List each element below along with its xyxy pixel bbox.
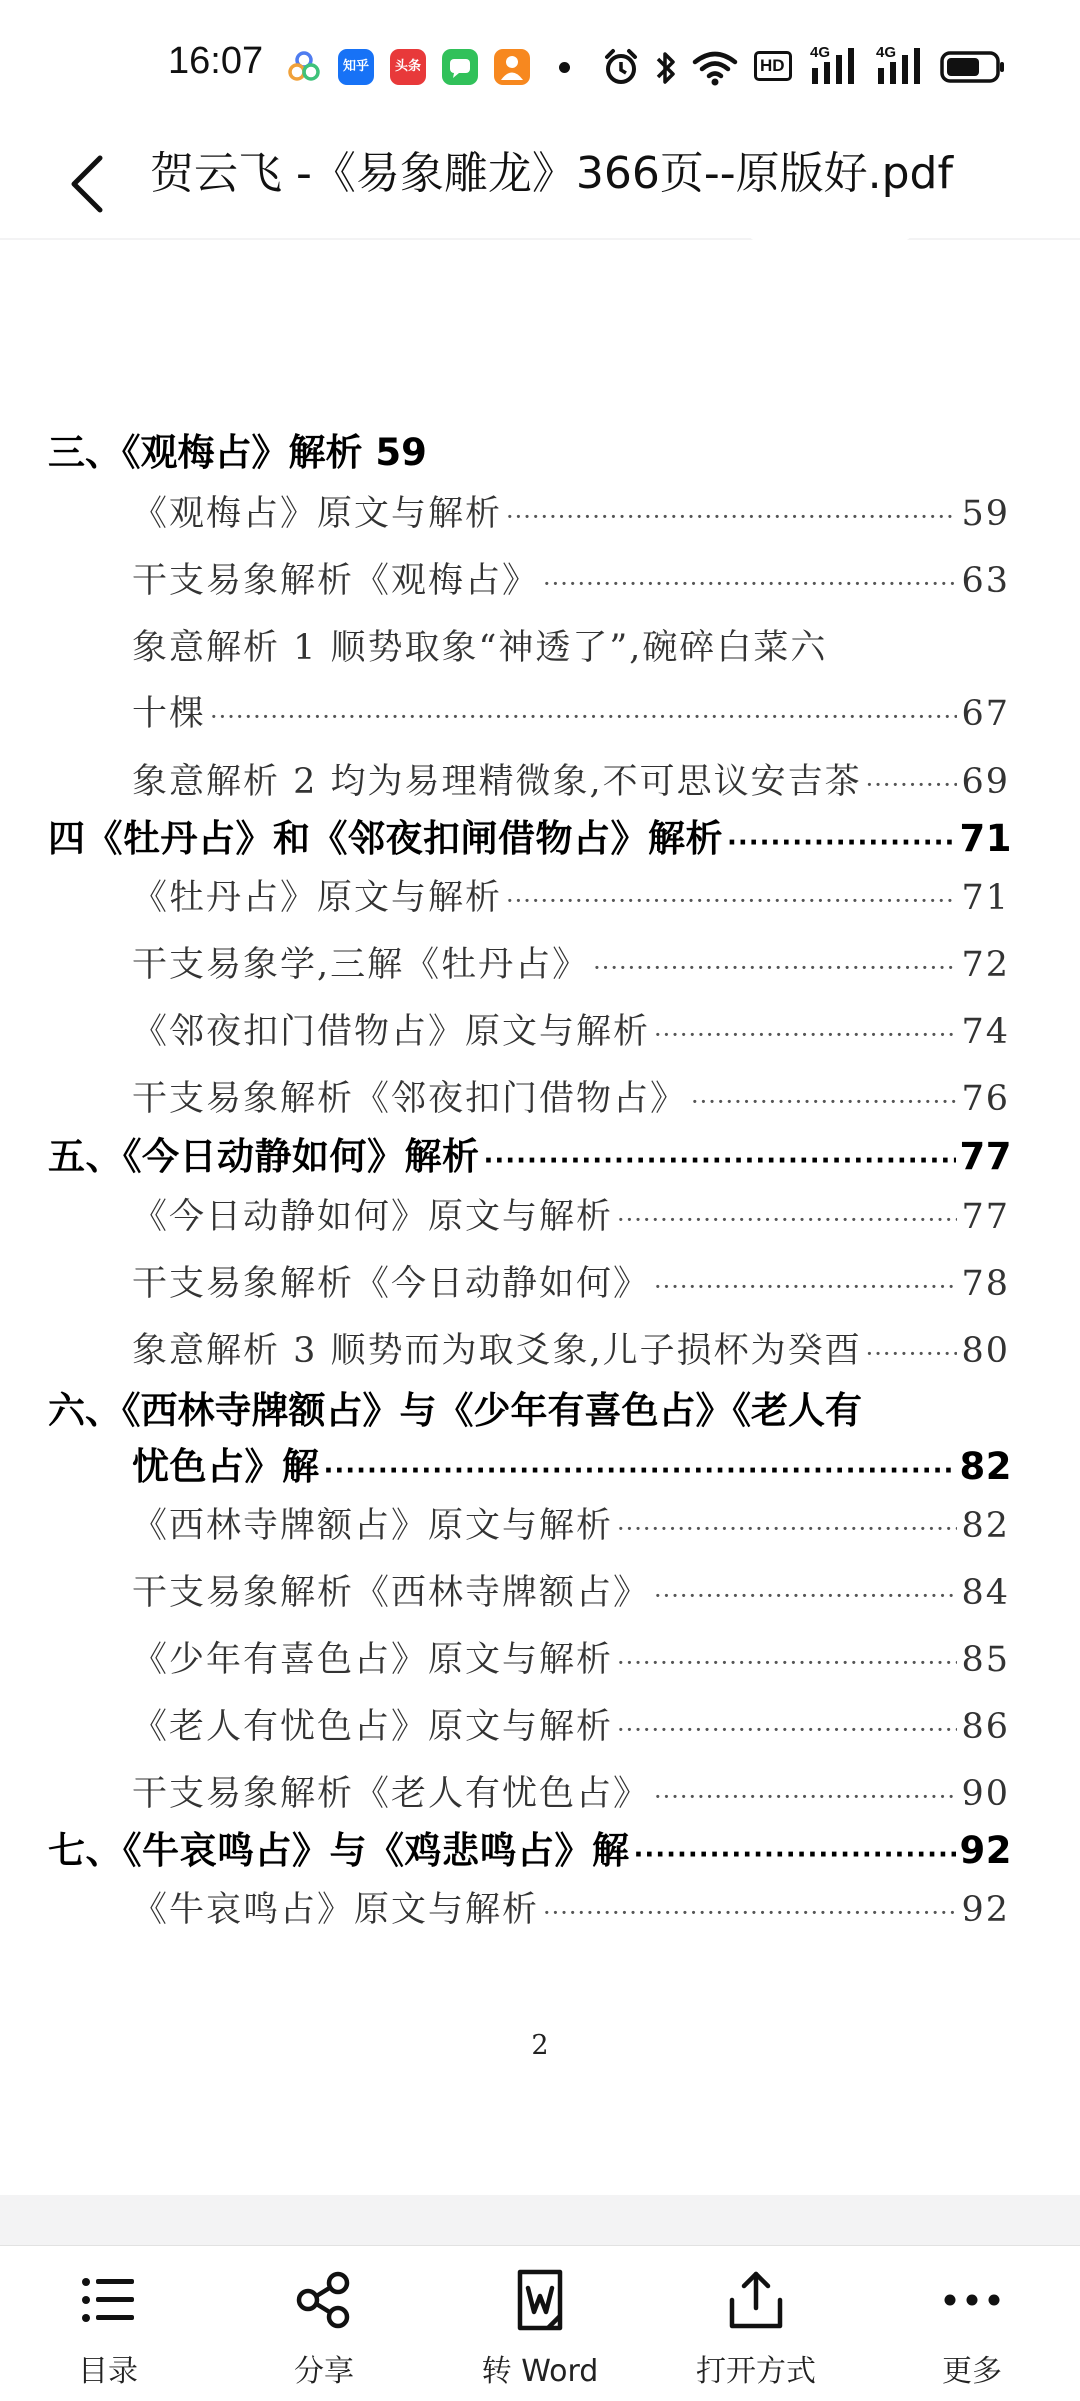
toc-entry-page: 71 xyxy=(961,878,1010,918)
toc-heading xyxy=(48,422,427,476)
toc-leader xyxy=(617,1206,957,1234)
toc-heading-label: 五、《今日动静如何》解析 xyxy=(48,1135,480,1178)
status-bar xyxy=(0,0,1080,130)
toc-entry-label: 象意解析 2 均为易理精微象,不可思议安吉茶 xyxy=(132,762,862,802)
toc-entry-label: 干支易象解析《今日动静如何》 xyxy=(132,1264,651,1304)
toc-entry-page: 72 xyxy=(961,945,1010,985)
toc-entry-label: 《西林寺牌额占》原文与解析 xyxy=(132,1506,614,1546)
toc-leader xyxy=(654,1582,957,1610)
toc-entry[interactable] xyxy=(132,870,1010,920)
wifi-icon xyxy=(692,48,738,88)
toc-heading-page: 77 xyxy=(959,1135,1012,1178)
toc-leader xyxy=(324,1456,956,1486)
back-icon[interactable] xyxy=(64,144,114,224)
toc-leader xyxy=(654,1273,957,1301)
more-button-label: 更多 xyxy=(942,2354,1002,2389)
toc-entry[interactable] xyxy=(132,1565,1010,1615)
toc-entry[interactable] xyxy=(132,686,1010,736)
zhihu-icon: 知乎 xyxy=(338,49,374,85)
toc-entry-label: 《今日动静如何》原文与解析 xyxy=(132,1197,614,1237)
toc-heading-wrap[interactable] xyxy=(48,1380,862,1434)
toc-entry-label: 干支易象解析《观梅占》 xyxy=(132,561,540,601)
pdf-page[interactable] xyxy=(0,240,1080,2195)
toc-entry-page: 76 xyxy=(961,1079,1010,1119)
toc-heading[interactable] xyxy=(48,1820,1012,1874)
toc-leader xyxy=(543,570,957,598)
signal-2-label: 4G xyxy=(876,44,897,61)
signal-1-label: 4G xyxy=(810,44,831,61)
list-icon xyxy=(76,2268,140,2332)
toc-entry-page: 74 xyxy=(961,1012,1010,1052)
toc-entry[interactable] xyxy=(132,1323,1010,1373)
toc-entry-page: 90 xyxy=(961,1774,1010,1814)
toc-entry-page: 92 xyxy=(961,1890,1010,1930)
toc-entry-label: 象意解析 1 顺势取象“神透了”,碗碎白菜六 xyxy=(132,628,828,668)
toc-entry-label: 干支易象解析《老人有忧色占》 xyxy=(132,1774,651,1814)
toc-button-label: 目录 xyxy=(78,2354,138,2389)
share-button-label: 分享 xyxy=(294,2354,354,2389)
toc-entry-label: 干支易象解析《西林寺牌额占》 xyxy=(132,1573,651,1613)
open-with-icon xyxy=(724,2268,788,2332)
toc-leader xyxy=(654,1021,957,1049)
toc-leader xyxy=(593,954,957,982)
toc-heading-page: 92 xyxy=(959,1829,1012,1872)
toc-entry[interactable] xyxy=(132,1766,1010,1816)
share-icon xyxy=(292,2268,356,2332)
toc-entry[interactable] xyxy=(132,937,1010,987)
toc-entry-page: 84 xyxy=(961,1573,1010,1613)
toc-entry[interactable] xyxy=(132,1498,1010,1548)
toc-leader xyxy=(727,828,956,858)
toc-heading-label: 忧色占》解 xyxy=(132,1445,320,1488)
toc-leader xyxy=(506,503,957,531)
toc-leader xyxy=(866,771,958,799)
app-header xyxy=(0,130,1080,238)
toc-button[interactable] xyxy=(0,2246,216,2401)
toc-leader xyxy=(484,1146,956,1176)
toc-leader xyxy=(866,1340,958,1368)
toc-entry-label: 《牡丹占》原文与解析 xyxy=(132,878,503,918)
toc-entry-label: 《观梅占》原文与解析 xyxy=(132,494,503,534)
cell-signal-1-icon xyxy=(810,44,868,88)
toc-entry[interactable] xyxy=(132,1189,1010,1239)
more-icon xyxy=(940,2268,1004,2332)
notification-dot xyxy=(559,62,570,73)
toc-entry-page: 85 xyxy=(961,1640,1010,1680)
toc-heading-page: 71 xyxy=(959,817,1012,860)
share-button[interactable] xyxy=(216,2246,432,2401)
toc-entry-page: 63 xyxy=(961,561,1010,601)
toc-entry-label: 十棵 xyxy=(132,694,207,734)
toc-entry[interactable] xyxy=(132,1699,1010,1749)
toc-entry-label: 象意解析 3 顺势而为取爻象,儿子损杯为癸酉 xyxy=(132,1331,862,1371)
toc-leader xyxy=(634,1840,956,1870)
toc-heading-page: 82 xyxy=(959,1445,1012,1488)
toc-entry-page: 69 xyxy=(961,762,1010,802)
toc-entry-page: 86 xyxy=(961,1707,1010,1747)
toc-entry-label: 干支易象解析《邻夜扣门借物占》 xyxy=(132,1079,688,1119)
toc-leader xyxy=(654,1783,957,1811)
toc-entry-page: 78 xyxy=(961,1264,1010,1304)
toc-heading[interactable] xyxy=(132,1436,1012,1490)
document-title: 贺云飞 -《易象雕龙》366页--原版好.pdf xyxy=(150,148,953,199)
toc-entry-label: 《牛哀鸣占》原文与解析 xyxy=(132,1890,540,1930)
toc-entry[interactable] xyxy=(132,754,1010,804)
cell-signal-2-icon xyxy=(876,44,934,88)
toc-entry-page: 59 xyxy=(961,494,1010,534)
toc-entry[interactable] xyxy=(132,1071,1010,1121)
toc-entry-label: 《老人有忧色占》原文与解析 xyxy=(132,1707,614,1747)
bluetooth-icon xyxy=(653,48,679,88)
app-orange-icon xyxy=(494,49,530,85)
toc-leader xyxy=(617,1515,957,1543)
alarm-icon xyxy=(603,48,639,88)
toc-heading-label: 三、《观梅占》解析 59 xyxy=(48,431,427,474)
toc-entry-label: 《邻夜扣门借物占》原文与解析 xyxy=(132,1012,651,1052)
toc-heading-label: 七、《牛哀鸣占》与《鸡悲鸣占》解 xyxy=(48,1829,630,1872)
messages-icon xyxy=(442,49,478,85)
toc-leader xyxy=(617,1649,957,1677)
open-with-button[interactable] xyxy=(648,2246,864,2401)
more-button[interactable] xyxy=(864,2246,1080,2401)
toc-entry[interactable] xyxy=(132,553,1010,603)
toc-entry[interactable] xyxy=(132,1882,1010,1932)
petal-icon xyxy=(286,49,322,85)
toutiao-icon: 头条 xyxy=(390,49,426,85)
toc-entry[interactable] xyxy=(132,1632,1010,1682)
battery-icon xyxy=(940,50,1006,84)
open-with-button-label: 打开方式 xyxy=(696,2354,816,2389)
toc-leader xyxy=(506,887,957,915)
toc-leader xyxy=(543,1899,957,1927)
toc-heading-label: 六、《西林寺牌额占》与《少年有喜色占》《老人有 xyxy=(48,1389,862,1432)
to-word-button[interactable] xyxy=(432,2246,648,2401)
hd-badge xyxy=(754,51,792,81)
toc-heading[interactable] xyxy=(48,1126,1012,1180)
status-time: 16:07 xyxy=(168,40,264,82)
toc-leader xyxy=(691,1088,957,1116)
toc-heading[interactable] xyxy=(48,808,1012,862)
page-indicator-tab xyxy=(745,222,915,242)
toc-entry-page: 82 xyxy=(961,1506,1010,1546)
toc-entry-label: 干支易象学,三解《牡丹占》 xyxy=(132,945,590,985)
toc-heading-label: 四《牡丹占》和《邻夜扣闸借物占》解析 xyxy=(48,817,723,860)
to-word-button-label: 转 Word xyxy=(481,2354,599,2389)
toc-entry-page: 80 xyxy=(961,1331,1010,1371)
toc-leader xyxy=(210,703,957,731)
toc-entry[interactable] xyxy=(132,1256,1010,1306)
toc-entry-page: 77 xyxy=(961,1197,1010,1237)
page-number: 2 xyxy=(531,2030,549,2061)
toc-entry-page: 67 xyxy=(961,694,1010,734)
toc-entry[interactable] xyxy=(132,486,1010,536)
toc-entry-label: 《少年有喜色占》原文与解析 xyxy=(132,1640,614,1680)
toc-leader xyxy=(617,1716,957,1744)
word-icon xyxy=(508,2268,572,2332)
toc-entry-wrap[interactable] xyxy=(132,620,827,670)
hd-label: HD xyxy=(760,56,785,75)
bottom-toolbar xyxy=(0,2245,1080,2401)
toc-entry[interactable] xyxy=(132,1004,1010,1054)
